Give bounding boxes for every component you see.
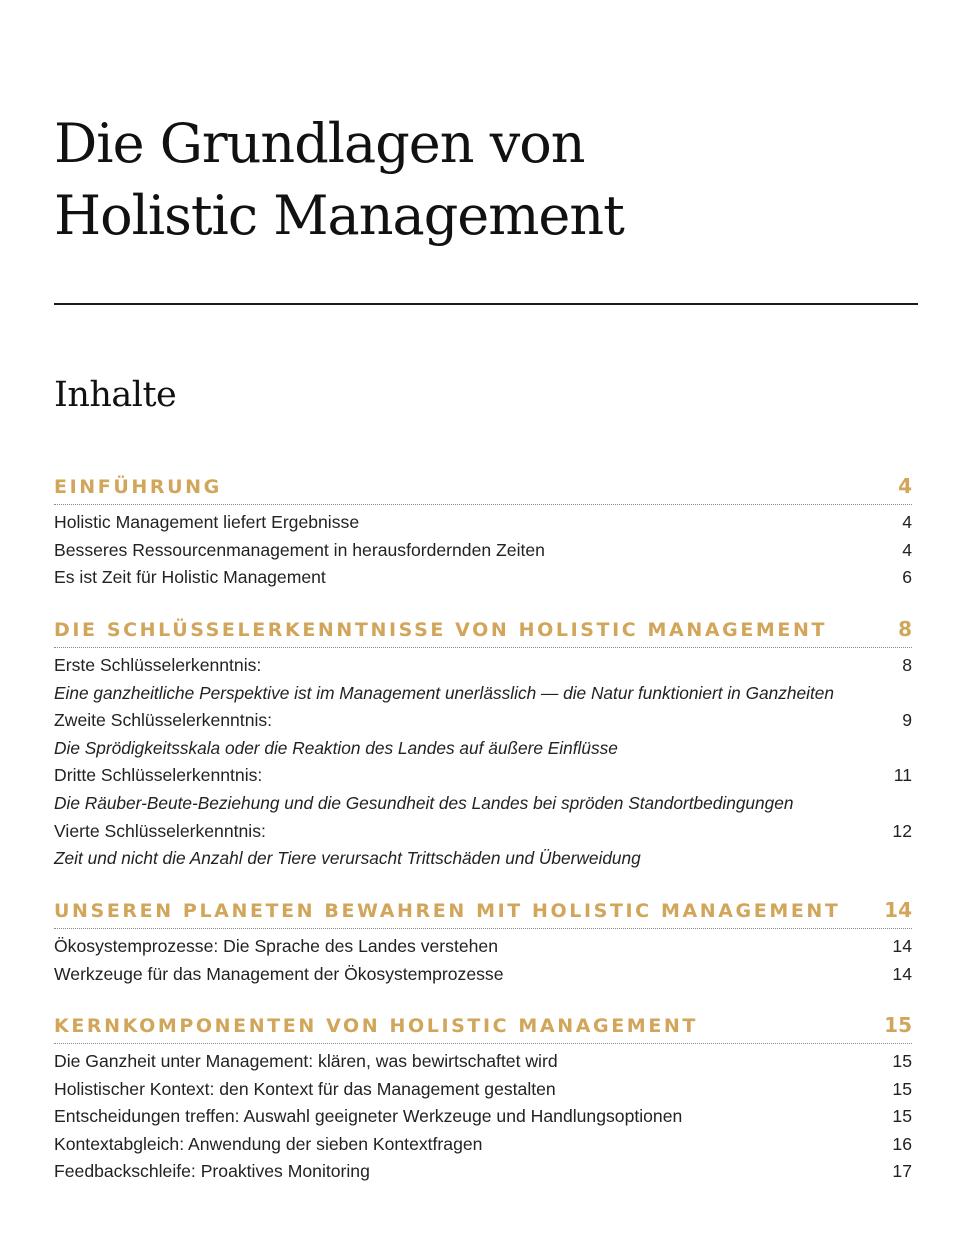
toc-section-title: EINFÜHRUNG xyxy=(54,476,222,498)
toc-entry-text: Eine ganzheitliche Perspektive ist im Management unerlässlich — die Natur funktioniert in Ganzheiten xyxy=(54,682,834,703)
toc-entry-page: 6 xyxy=(902,567,912,588)
toc-entry-text: Holistischer Kontext: den Kontext für das Management gestalten xyxy=(54,1078,556,1099)
toc-section-introduction xyxy=(54,474,912,592)
toc-entry-list xyxy=(54,1048,912,1186)
document-title xyxy=(54,108,624,252)
toc-entry-text: Die Sprödigkeitsskala oder die Reaktion des Landes auf äußere Einflüsse xyxy=(54,737,618,758)
title-divider xyxy=(54,303,918,305)
toc-section-title: KERNKOMPONENTEN VON HOLISTIC MANAGEMENT xyxy=(54,1015,698,1037)
toc-entry[interactable] xyxy=(54,564,912,592)
toc-section-key-insights xyxy=(54,617,912,873)
toc-section-title: UNSEREN PLANETEN BEWAHREN MIT HOLISTIC MANAGEMENT xyxy=(54,900,841,922)
toc-entry-text: Werkzeuge für das Management der Ökosystemprozesse xyxy=(54,963,504,984)
toc-entry-page: 4 xyxy=(902,539,912,560)
toc-entry[interactable] xyxy=(54,1158,912,1186)
toc-section-header[interactable] xyxy=(54,617,912,648)
toc-entry-text: Zeit und nicht die Anzahl der Tiere verursacht Trittschäden und Überweidung xyxy=(54,848,641,869)
toc-entry-text: Erste Schlüsselerkenntnis: xyxy=(54,655,262,675)
toc-entry-subtitle[interactable] xyxy=(54,735,912,763)
toc-entry[interactable] xyxy=(54,961,912,989)
toc-entry-list xyxy=(54,652,912,873)
toc-entry[interactable] xyxy=(54,707,912,735)
toc-entry[interactable] xyxy=(54,652,912,680)
toc-section-header[interactable] xyxy=(54,898,912,929)
toc-section-page: 15 xyxy=(884,1013,912,1037)
toc-entry-text: Entscheidungen treffen: Auswahl geeigneter Werkzeuge und Handlungsoptionen xyxy=(54,1106,683,1127)
toc-entry-page: 12 xyxy=(892,820,912,841)
toc-section-page: 8 xyxy=(898,617,912,641)
toc-entry-page: 15 xyxy=(892,1078,912,1099)
toc-entry-page: 15 xyxy=(892,1106,912,1127)
toc-entry-text: Die Räuber-Beute-Beziehung und die Gesundheit des Landes bei spröden Standortbedingungen xyxy=(54,792,794,813)
toc-entry[interactable] xyxy=(54,818,912,846)
toc-entry-list xyxy=(54,509,912,592)
toc-section-core-components xyxy=(54,1013,912,1186)
toc-section-title: DIE SCHLÜSSELERKENNTNISSE VON HOLISTIC MANAGEMENT xyxy=(54,619,828,641)
toc-entry-page: 4 xyxy=(902,512,912,532)
toc-entry[interactable] xyxy=(54,1103,912,1131)
toc-entry[interactable] xyxy=(54,1131,912,1159)
toc-entry-page: 14 xyxy=(892,936,912,956)
toc-entry[interactable] xyxy=(54,1076,912,1104)
toc-entry-subtitle[interactable] xyxy=(54,845,912,873)
toc-entry-text: Es ist Zeit für Holistic Management xyxy=(54,567,326,588)
toc-entry-list xyxy=(54,933,912,988)
toc-entry-text: Holistic Management liefert Ergebnisse xyxy=(54,512,360,532)
toc-entry-page: 17 xyxy=(892,1161,912,1182)
toc-section-page: 4 xyxy=(898,474,912,498)
toc-entry-page: 8 xyxy=(902,655,912,675)
toc-entry-text: Dritte Schlüsselerkenntnis: xyxy=(54,765,263,786)
document-title-line-2: Holistic Management xyxy=(54,184,624,247)
toc-section-header[interactable] xyxy=(54,474,912,505)
toc-entry[interactable] xyxy=(54,1048,912,1076)
toc-entry-subtitle[interactable] xyxy=(54,790,912,818)
document-title-line-1: Die Grundlagen von xyxy=(54,112,585,175)
toc-section-page: 14 xyxy=(884,898,912,922)
toc-entry[interactable] xyxy=(54,762,912,790)
toc-entry-page: 16 xyxy=(892,1133,912,1154)
toc-entry-text: Vierte Schlüsselerkenntnis: xyxy=(54,820,266,841)
toc-entry-text: Zweite Schlüsselerkenntnis: xyxy=(54,710,273,731)
toc-entry-page: 9 xyxy=(902,710,912,731)
toc-entry[interactable] xyxy=(54,537,912,565)
toc-entry-page: 14 xyxy=(892,963,912,984)
toc-entry-text: Die Ganzheit unter Management: klären, was bewirtschaftet wird xyxy=(54,1051,558,1071)
toc-section-planet xyxy=(54,898,912,988)
toc-entry[interactable] xyxy=(54,509,912,537)
toc-entry-subtitle[interactable] xyxy=(54,680,912,708)
toc-entry-text: Besseres Ressourcenmanagement in herausfordernden Zeiten xyxy=(54,539,545,560)
toc-entry-page: 11 xyxy=(893,765,912,786)
toc-section-header[interactable] xyxy=(54,1013,912,1044)
toc-entry-text: Kontextabgleich: Anwendung der sieben Kontextfragen xyxy=(54,1133,483,1154)
toc-entry-text: Feedbackschleife: Proaktives Monitoring xyxy=(54,1161,370,1182)
toc-entry-page: 15 xyxy=(892,1051,912,1071)
toc-heading: Inhalte xyxy=(54,375,177,415)
toc-entry-text: Ökosystemprozesse: Die Sprache des Landes verstehen xyxy=(54,936,498,956)
toc-entry[interactable] xyxy=(54,933,912,961)
